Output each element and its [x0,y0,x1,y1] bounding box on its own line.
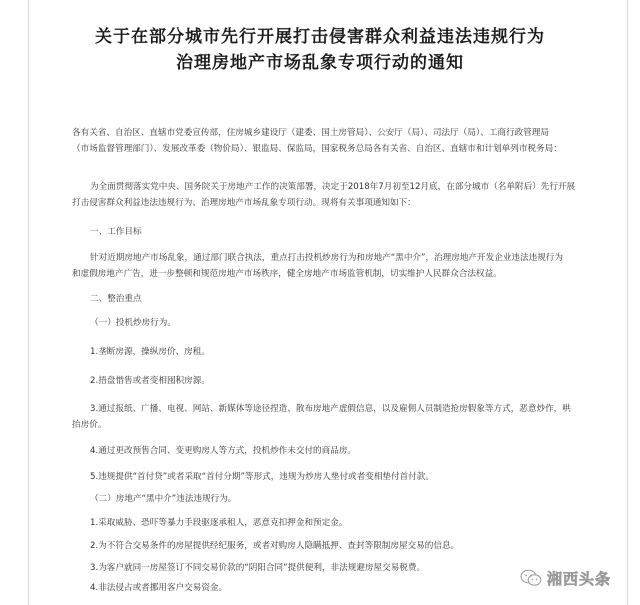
body-line: 打击侵害群众利益违法违规行为、治理房地产市场乱象专项行动。现将有关事项通知如下： [72,198,416,208]
list-item: 5.违规提供“首付贷”或者采取“首付分期”等形式，违规为炒房人垫付或者变相垫付首付款。 [90,472,434,482]
list-item: 2.捂盘惜售或者变相囤积房源。 [90,376,210,386]
wechat-icon [520,569,542,587]
body-line: 为全面贯彻落实党中央、国务院关于房地产工作的决策部署，决定于2018年7月初至12月底，在部分城市（名单附后）先行开展 [90,182,576,192]
list-item: 3.为客户就同一房屋签订不同交易价款的“阴阳合同”提供便利，非法规避房屋交易税费。 [90,563,426,573]
watermark-text: 湘西头条 [547,569,612,588]
body-line: 和虚假房地产广告，进一步整顿和规范房地产市场秩序，健全房地产市场监管机制，切实维护人民群众合法权益。 [72,269,502,279]
subsection-heading: （一）投机炒房行为。 [90,318,176,328]
source-watermark [520,566,611,590]
body-line: 各有关省、自治区、直辖市党委宣传部，住房城乡建设厅（建委、国土房管局）、公安厅（局）、司法厅（局）、工商行政管理局 [72,128,549,138]
document-title-line-1: 关于在部分城市先行开展打击侵害群众利益违法违规行为 [95,27,545,47]
list-item: 1.采取威胁、恐吓等暴力手段驱逐承租人，恶意克扣押金和预定金。 [90,518,348,528]
section-heading: 二、整治重点 [90,294,142,304]
body-line: （市场监督管理部门）、发展改革委（物价局）、银监局、保监局，国家税务总局各有关省、自治区、直辖市和计划单列市税务局： [72,144,562,154]
body-line: 针对近期房地产市场乱象，通过部门联合执法，重点打击投机炒房行为和房地产“黑中介”，治理房地产开发企业违法违规行为 [90,253,563,263]
list-item: 2.为不符合交易条件的房屋提供经纪服务，或者对购房人隐瞒抵押、查封等限制房屋交易的信息。 [90,541,460,551]
list-item: 3.通过报纸、广播、电视、网站、新媒体等途径捏造、散布房地产虚假信息，以及雇佣人员制造抢房假象等方式，恶意炒作，哄 [90,404,571,414]
list-item: 4.通过更改预售合同、变更购房人等方式，投机炒作未交付的商品房。 [90,446,357,456]
section-heading: 一、工作目标 [90,227,142,237]
list-item-continued: 抬房价。 [72,420,107,430]
document-title-line-2: 治理房地产市场乱象专项行动的通知 [176,53,464,73]
list-item: 1.垄断房源，操纵房价、房租。 [90,347,210,357]
list-item: 4.非法侵占或者挪用客户交易资金。 [90,583,228,593]
subsection-heading: （二）房地产“黑中介”违法违规行为。 [90,494,237,504]
